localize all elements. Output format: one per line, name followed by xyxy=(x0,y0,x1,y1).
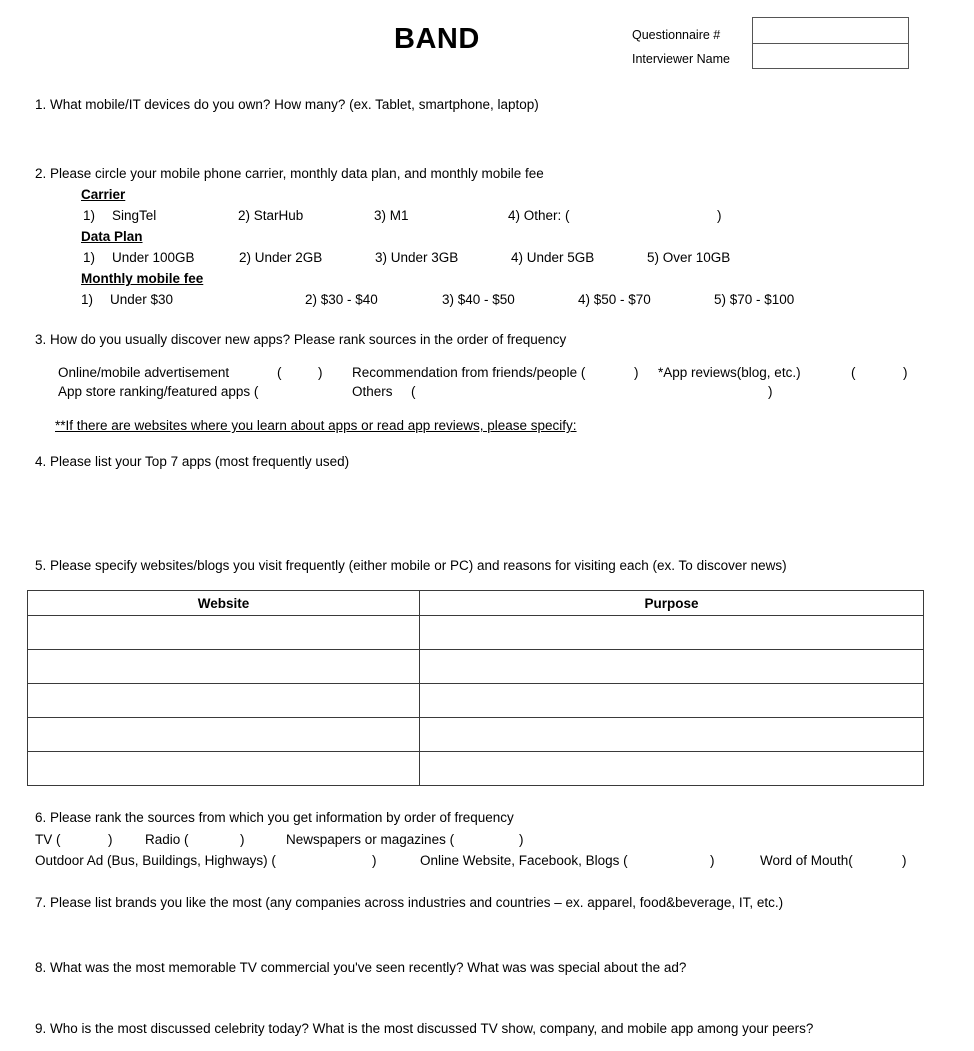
specify-websites-note: **If there are websites where you learn about apps or read app reviews, please specify: xyxy=(55,418,577,433)
question-7-text: 7. Please list brands you like the most (any companies across industries and countries – ex. apparel, food&beverage, IT, etc.) xyxy=(35,895,784,910)
data-plan-option-1: Under 100GB xyxy=(112,250,195,265)
table-header-purpose: Purpose xyxy=(420,591,924,616)
source-app-reviews: *App reviews(blog, etc.) xyxy=(658,365,801,380)
source-recommendation: Recommendation from friends/people ( xyxy=(352,365,586,380)
purpose-cell[interactable] xyxy=(420,684,924,718)
online-website-close-paren: ) xyxy=(710,853,715,868)
question-1-text: 1. What mobile/IT devices do you own? How many? (ex. Tablet, smartphone, laptop) xyxy=(35,97,539,112)
questionnaire-number-label: Questionnaire # xyxy=(632,28,721,42)
source-newspapers: Newspapers or magazines ( xyxy=(286,832,455,847)
source-tv: TV ( xyxy=(35,832,61,847)
source-radio: Radio ( xyxy=(145,832,189,847)
data-plan-option-3: 3) Under 3GB xyxy=(375,250,459,265)
data-plan-option-1-number: 1) xyxy=(83,250,96,265)
others-open-paren: ( xyxy=(411,384,416,399)
fee-option-1: Under $30 xyxy=(110,292,174,307)
fee-option-3: 3) $40 - $50 xyxy=(442,292,515,307)
app-reviews-open-paren: ( xyxy=(851,365,856,380)
questionnaire-number-field[interactable] xyxy=(752,17,909,44)
fee-option-5: 5) $70 - $100 xyxy=(714,292,795,307)
source-outdoor-ad: Outdoor Ad (Bus, Buildings, Highways) ( xyxy=(35,853,276,868)
carrier-option-2: 2) StarHub xyxy=(238,208,304,223)
question-5-text: 5. Please specify websites/blogs you visit frequently (either mobile or PC) and reasons for visiting each (ex. To discover news) xyxy=(35,558,787,573)
fee-option-2: 2) $30 - $40 xyxy=(305,292,378,307)
question-9-text: 9. Who is the most discussed celebrity today? What is the most discussed TV show, company, and mobile app among your peers? xyxy=(35,1021,814,1036)
source-word-of-mouth: Word of Mouth( xyxy=(760,853,853,868)
data-plan-option-2: 2) Under 2GB xyxy=(239,250,323,265)
table-row xyxy=(28,752,924,786)
online-ad-open-paren: ( xyxy=(277,365,282,380)
page-title: BAND xyxy=(394,23,480,55)
recommendation-close-paren: ) xyxy=(634,365,639,380)
monthly-fee-heading: Monthly mobile fee xyxy=(81,271,204,286)
app-reviews-close-paren: ) xyxy=(903,365,908,380)
question-4-text: 4. Please list your Top 7 apps (most frequently used) xyxy=(35,454,350,469)
website-cell[interactable] xyxy=(28,650,420,684)
table-row xyxy=(28,650,924,684)
online-ad-close-paren: ) xyxy=(318,365,323,380)
table-row xyxy=(28,616,924,650)
outdoor-ad-close-paren: ) xyxy=(372,853,377,868)
purpose-cell[interactable] xyxy=(420,650,924,684)
carrier-heading: Carrier xyxy=(81,187,126,202)
data-plan-heading: Data Plan xyxy=(81,229,143,244)
carrier-option-1: SingTel xyxy=(112,208,157,223)
tv-close-paren: ) xyxy=(108,832,113,847)
newspapers-close-paren: ) xyxy=(519,832,524,847)
carrier-option-1-number: 1) xyxy=(83,208,96,223)
question-2-text: 2. Please circle your mobile phone carrier, monthly data plan, and monthly mobile fee xyxy=(35,166,544,181)
data-plan-option-4: 4) Under 5GB xyxy=(511,250,595,265)
data-plan-option-5: 5) Over 10GB xyxy=(647,250,731,265)
website-cell[interactable] xyxy=(28,752,420,786)
table-header-website: Website xyxy=(28,591,420,616)
question-6-text: 6. Please rank the sources from which you get information by order of frequency xyxy=(35,810,514,825)
interviewer-name-label: Interviewer Name xyxy=(632,52,730,66)
source-others: Others xyxy=(352,384,393,399)
website-cell[interactable] xyxy=(28,616,420,650)
interviewer-name-field[interactable] xyxy=(752,43,909,69)
carrier-option-3: 3) M1 xyxy=(374,208,409,223)
question-3-text: 3. How do you usually discover new apps? Please rank sources in the order of frequency xyxy=(35,332,567,347)
fee-option-1-number: 1) xyxy=(81,292,94,307)
website-cell[interactable] xyxy=(28,718,420,752)
fee-option-4: 4) $50 - $70 xyxy=(578,292,651,307)
purpose-cell[interactable] xyxy=(420,718,924,752)
radio-close-paren: ) xyxy=(240,832,245,847)
source-online-website: Online Website, Facebook, Blogs ( xyxy=(420,853,628,868)
source-app-store-ranking: App store ranking/featured apps ( xyxy=(58,384,259,399)
carrier-option-4-other: 4) Other: ( xyxy=(508,208,570,223)
table-row xyxy=(28,684,924,718)
word-of-mouth-close-paren: ) xyxy=(902,853,907,868)
source-online-mobile-ad: Online/mobile advertisement xyxy=(58,365,230,380)
carrier-other-close-paren: ) xyxy=(717,208,722,223)
table-row xyxy=(28,718,924,752)
purpose-cell[interactable] xyxy=(420,752,924,786)
purpose-cell[interactable] xyxy=(420,616,924,650)
others-close-paren: ) xyxy=(768,384,773,399)
question-8-text: 8. What was the most memorable TV commercial you've seen recently? What was was special about the ad? xyxy=(35,960,687,975)
website-cell[interactable] xyxy=(28,684,420,718)
table-header-row xyxy=(28,591,924,616)
websites-table xyxy=(27,590,924,786)
